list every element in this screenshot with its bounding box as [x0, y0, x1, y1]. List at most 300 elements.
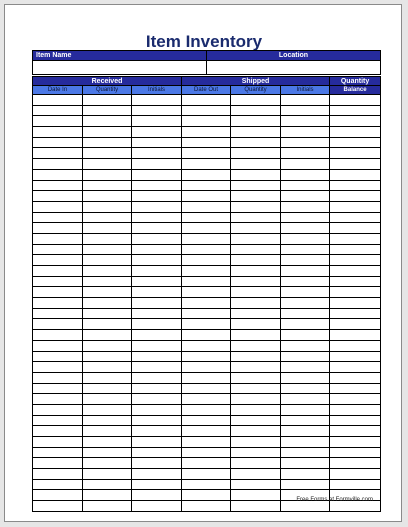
table-cell[interactable]: [330, 437, 381, 448]
table-cell[interactable]: [132, 191, 182, 202]
table-cell[interactable]: [330, 116, 381, 127]
page-title: Item Inventory: [145, 32, 263, 51]
table-cell[interactable]: [33, 372, 83, 383]
table-cell[interactable]: [83, 469, 132, 480]
table-cell[interactable]: [33, 287, 83, 298]
table-cell[interactable]: [330, 372, 381, 383]
table-cell[interactable]: [132, 233, 182, 244]
table-row: [33, 351, 381, 362]
location-field[interactable]: [207, 61, 381, 75]
table-cell[interactable]: [33, 191, 83, 202]
table-cell[interactable]: [33, 116, 83, 127]
table-cell[interactable]: [330, 415, 381, 426]
table-cell[interactable]: [132, 127, 182, 138]
table-cell[interactable]: [281, 191, 330, 202]
table-cell[interactable]: [182, 319, 231, 330]
table-cell[interactable]: [281, 244, 330, 255]
table-cell[interactable]: [33, 169, 83, 180]
table-cell[interactable]: [281, 201, 330, 212]
item-name-field[interactable]: [33, 61, 207, 75]
table-cell[interactable]: [231, 340, 281, 351]
table-cell[interactable]: [182, 308, 231, 319]
table-cell[interactable]: [83, 426, 132, 437]
table-cell[interactable]: [83, 447, 132, 458]
table-cell[interactable]: [330, 469, 381, 480]
table-cell[interactable]: [33, 458, 83, 469]
table-cell[interactable]: [83, 501, 132, 512]
table-cell[interactable]: [83, 319, 132, 330]
table-cell[interactable]: [33, 137, 83, 148]
table-cell[interactable]: [330, 159, 381, 170]
table-cell[interactable]: [231, 394, 281, 405]
column-header: Initials: [132, 86, 182, 95]
table-cell[interactable]: [330, 308, 381, 319]
table-cell[interactable]: [281, 340, 330, 351]
table-cell[interactable]: [281, 330, 330, 341]
table-cell[interactable]: [182, 340, 231, 351]
table-cell[interactable]: [231, 298, 281, 309]
table-cell[interactable]: [231, 501, 281, 512]
quantity-balance-header-line2: Balance: [330, 86, 381, 95]
table-cell[interactable]: [132, 372, 182, 383]
table-cell[interactable]: [182, 501, 231, 512]
table-cell[interactable]: [132, 201, 182, 212]
table-cell[interactable]: [281, 298, 330, 309]
table-cell[interactable]: [182, 116, 231, 127]
table-cell[interactable]: [182, 298, 231, 309]
table-cell[interactable]: [231, 212, 281, 223]
table-cell[interactable]: [83, 362, 132, 373]
item-info-table: [32, 50, 381, 75]
table-cell[interactable]: [83, 191, 132, 202]
table-cell[interactable]: [132, 394, 182, 405]
table-row: [33, 191, 381, 202]
table-cell[interactable]: [132, 469, 182, 480]
table-cell[interactable]: [33, 394, 83, 405]
table-cell[interactable]: [231, 330, 281, 341]
table-cell[interactable]: [83, 116, 132, 127]
table-row: [33, 116, 381, 127]
table-cell[interactable]: [33, 212, 83, 223]
table-cell[interactable]: [182, 180, 231, 191]
table-cell[interactable]: [281, 266, 330, 277]
column-header: Quantity: [231, 86, 281, 95]
table-cell[interactable]: [231, 233, 281, 244]
table-cell[interactable]: [132, 330, 182, 341]
table-cell[interactable]: [83, 404, 132, 415]
item-name-label: Item Name: [33, 51, 207, 61]
table-cell[interactable]: [83, 212, 132, 223]
table-cell[interactable]: [330, 180, 381, 191]
table-cell[interactable]: [330, 458, 381, 469]
table-cell[interactable]: [281, 372, 330, 383]
table-cell[interactable]: [182, 223, 231, 234]
table-cell[interactable]: [330, 362, 381, 373]
table-cell[interactable]: [281, 148, 330, 159]
table-cell[interactable]: [83, 351, 132, 362]
table-cell[interactable]: [132, 266, 182, 277]
table-cell[interactable]: [182, 276, 231, 287]
table-cell[interactable]: [281, 105, 330, 116]
table-cell[interactable]: [231, 437, 281, 448]
table-cell[interactable]: [33, 447, 83, 458]
table-cell[interactable]: [33, 479, 83, 490]
table-row: [33, 148, 381, 159]
table-cell[interactable]: [83, 340, 132, 351]
table-cell[interactable]: [83, 308, 132, 319]
table-cell[interactable]: [281, 233, 330, 244]
table-cell[interactable]: [281, 180, 330, 191]
table-cell[interactable]: [330, 244, 381, 255]
table-cell[interactable]: [281, 437, 330, 448]
table-cell[interactable]: [182, 426, 231, 437]
table-cell[interactable]: [182, 383, 231, 394]
column-header: Date Out: [182, 86, 231, 95]
table-cell[interactable]: [231, 287, 281, 298]
table-cell[interactable]: [281, 351, 330, 362]
table-cell[interactable]: [330, 148, 381, 159]
table-cell[interactable]: [33, 298, 83, 309]
table-cell[interactable]: [33, 351, 83, 362]
table-cell[interactable]: [33, 223, 83, 234]
table-cell[interactable]: [33, 276, 83, 287]
table-cell[interactable]: [330, 298, 381, 309]
table-cell[interactable]: [231, 362, 281, 373]
table-cell[interactable]: [231, 415, 281, 426]
table-cell[interactable]: [132, 340, 182, 351]
table-cell[interactable]: [182, 191, 231, 202]
table-cell[interactable]: [281, 159, 330, 170]
table-cell[interactable]: [83, 169, 132, 180]
table-cell[interactable]: [231, 469, 281, 480]
table-cell[interactable]: [231, 479, 281, 490]
table-cell[interactable]: [281, 415, 330, 426]
table-cell[interactable]: [132, 276, 182, 287]
table-cell[interactable]: [281, 362, 330, 373]
table-cell[interactable]: [281, 469, 330, 480]
table-cell[interactable]: [231, 372, 281, 383]
table-row: [33, 308, 381, 319]
table-cell[interactable]: [33, 308, 83, 319]
table-cell[interactable]: [231, 490, 281, 501]
table-cell[interactable]: [231, 191, 281, 202]
table-cell[interactable]: [182, 447, 231, 458]
table-cell[interactable]: [330, 330, 381, 341]
table-cell[interactable]: [83, 255, 132, 266]
table-cell[interactable]: [132, 351, 182, 362]
table-cell[interactable]: [132, 169, 182, 180]
table-cell[interactable]: [83, 233, 132, 244]
table-cell[interactable]: [281, 383, 330, 394]
table-cell[interactable]: [231, 137, 281, 148]
table-cell[interactable]: [330, 404, 381, 415]
table-cell[interactable]: [83, 95, 132, 106]
table-cell[interactable]: [33, 330, 83, 341]
table-cell[interactable]: [182, 490, 231, 501]
table-cell[interactable]: [231, 404, 281, 415]
table-cell[interactable]: [182, 201, 231, 212]
table-cell[interactable]: [132, 415, 182, 426]
table-cell[interactable]: [281, 287, 330, 298]
column-header: Quantity: [83, 86, 132, 95]
table-cell[interactable]: [330, 266, 381, 277]
table-cell[interactable]: [83, 201, 132, 212]
table-cell[interactable]: [182, 95, 231, 106]
table-row: [33, 223, 381, 234]
table-cell[interactable]: [132, 501, 182, 512]
table-row: [33, 159, 381, 170]
table-cell[interactable]: [231, 266, 281, 277]
table-cell[interactable]: [182, 105, 231, 116]
table-cell[interactable]: [83, 266, 132, 277]
table-cell[interactable]: [132, 137, 182, 148]
table-cell[interactable]: [132, 148, 182, 159]
table-cell[interactable]: [182, 255, 231, 266]
table-cell[interactable]: [33, 148, 83, 159]
table-cell[interactable]: [132, 223, 182, 234]
table-cell[interactable]: [33, 404, 83, 415]
table-cell[interactable]: [182, 266, 231, 277]
table-row: [33, 105, 381, 116]
table-cell[interactable]: [132, 319, 182, 330]
table-cell[interactable]: [182, 148, 231, 159]
table-cell[interactable]: [83, 490, 132, 501]
table-cell[interactable]: [231, 319, 281, 330]
table-cell[interactable]: [330, 351, 381, 362]
table-cell[interactable]: [231, 169, 281, 180]
table-cell[interactable]: [182, 137, 231, 148]
table-cell[interactable]: [33, 244, 83, 255]
table-cell[interactable]: [281, 212, 330, 223]
table-row: [33, 298, 381, 309]
table-cell[interactable]: [182, 372, 231, 383]
quantity-balance-header-line1: Quantity: [330, 77, 381, 86]
table-cell[interactable]: [281, 223, 330, 234]
table-cell[interactable]: [330, 169, 381, 180]
table-cell[interactable]: [182, 404, 231, 415]
table-cell[interactable]: [231, 426, 281, 437]
table-cell[interactable]: [182, 233, 231, 244]
table-cell[interactable]: [281, 458, 330, 469]
table-cell[interactable]: [33, 127, 83, 138]
table-cell[interactable]: [83, 223, 132, 234]
table-cell[interactable]: [83, 479, 132, 490]
table-cell[interactable]: [83, 287, 132, 298]
table-cell[interactable]: [33, 383, 83, 394]
table-cell[interactable]: [33, 105, 83, 116]
table-cell[interactable]: [231, 180, 281, 191]
table-row: [33, 180, 381, 191]
table-cell[interactable]: [281, 308, 330, 319]
table-cell[interactable]: [132, 255, 182, 266]
table-cell[interactable]: [182, 415, 231, 426]
table-cell[interactable]: [83, 415, 132, 426]
table-cell[interactable]: [281, 276, 330, 287]
table-cell[interactable]: [231, 276, 281, 287]
table-cell[interactable]: [132, 458, 182, 469]
table-cell[interactable]: [132, 95, 182, 106]
table-cell[interactable]: [231, 458, 281, 469]
table-cell[interactable]: [83, 458, 132, 469]
table-cell[interactable]: [132, 447, 182, 458]
table-cell[interactable]: [33, 415, 83, 426]
table-cell[interactable]: [33, 255, 83, 266]
table-cell[interactable]: [281, 169, 330, 180]
table-cell[interactable]: [231, 201, 281, 212]
table-row: [33, 458, 381, 469]
table-cell[interactable]: [330, 394, 381, 405]
table-cell[interactable]: [182, 469, 231, 480]
table-cell[interactable]: [231, 244, 281, 255]
table-cell[interactable]: [182, 244, 231, 255]
table-cell[interactable]: [281, 95, 330, 106]
table-cell[interactable]: [33, 426, 83, 437]
table-cell[interactable]: [83, 298, 132, 309]
table-row: [33, 244, 381, 255]
table-cell[interactable]: [132, 212, 182, 223]
table-cell[interactable]: [182, 458, 231, 469]
table-cell[interactable]: [132, 404, 182, 415]
table-cell[interactable]: [132, 244, 182, 255]
table-cell[interactable]: [231, 255, 281, 266]
table-cell[interactable]: [182, 212, 231, 223]
table-row: [33, 276, 381, 287]
table-cell[interactable]: [182, 169, 231, 180]
table-cell[interactable]: [182, 394, 231, 405]
table-cell[interactable]: [83, 244, 132, 255]
table-cell[interactable]: [83, 159, 132, 170]
table-cell[interactable]: [281, 394, 330, 405]
footer-credit: Free Forms at Formville.com: [296, 497, 373, 503]
table-cell[interactable]: [33, 95, 83, 106]
table-cell[interactable]: [33, 437, 83, 448]
table-cell[interactable]: [281, 447, 330, 458]
table-cell[interactable]: [231, 351, 281, 362]
table-row: [33, 266, 381, 277]
table-cell[interactable]: [330, 340, 381, 351]
table-cell[interactable]: [182, 479, 231, 490]
table-cell[interactable]: [330, 479, 381, 490]
table-cell[interactable]: [33, 159, 83, 170]
table-cell[interactable]: [83, 276, 132, 287]
table-cell[interactable]: [330, 223, 381, 234]
shipped-group-header: Shipped: [182, 77, 330, 86]
table-cell[interactable]: [330, 191, 381, 202]
table-cell[interactable]: [182, 351, 231, 362]
table-cell[interactable]: [33, 201, 83, 212]
table-cell[interactable]: [132, 105, 182, 116]
table-cell[interactable]: [330, 276, 381, 287]
table-cell[interactable]: [33, 469, 83, 480]
table-cell[interactable]: [330, 447, 381, 458]
table-cell[interactable]: [83, 437, 132, 448]
table-cell[interactable]: [33, 319, 83, 330]
table-cell[interactable]: [330, 201, 381, 212]
table-cell[interactable]: [182, 330, 231, 341]
table-cell[interactable]: [231, 383, 281, 394]
table-cell[interactable]: [132, 180, 182, 191]
table-cell[interactable]: [281, 137, 330, 148]
table-cell[interactable]: [83, 180, 132, 191]
table-row: [33, 372, 381, 383]
table-row: [33, 383, 381, 394]
table-cell[interactable]: [132, 116, 182, 127]
table-cell[interactable]: [330, 383, 381, 394]
table-cell[interactable]: [182, 362, 231, 373]
table-cell[interactable]: [281, 479, 330, 490]
table-cell[interactable]: [83, 372, 132, 383]
table-cell[interactable]: [231, 116, 281, 127]
table-cell[interactable]: [83, 330, 132, 341]
table-cell[interactable]: [33, 362, 83, 373]
table-cell[interactable]: [132, 287, 182, 298]
table-cell[interactable]: [83, 105, 132, 116]
table-cell[interactable]: [33, 233, 83, 244]
table-cell[interactable]: [330, 212, 381, 223]
table-cell[interactable]: [330, 137, 381, 148]
table-cell[interactable]: [330, 319, 381, 330]
table-cell[interactable]: [33, 501, 83, 512]
table-cell[interactable]: [330, 233, 381, 244]
table-cell[interactable]: [132, 383, 182, 394]
table-row: [33, 255, 381, 266]
table-cell[interactable]: [83, 127, 132, 138]
table-cell[interactable]: [132, 362, 182, 373]
table-cell[interactable]: [231, 127, 281, 138]
table-cell[interactable]: [132, 490, 182, 501]
table-cell[interactable]: [182, 159, 231, 170]
table-cell[interactable]: [231, 308, 281, 319]
table-cell[interactable]: [281, 426, 330, 437]
table-cell[interactable]: [33, 490, 83, 501]
table-cell[interactable]: [330, 127, 381, 138]
table-cell[interactable]: [132, 426, 182, 437]
table-cell[interactable]: [182, 287, 231, 298]
table-cell[interactable]: [83, 137, 132, 148]
table-cell[interactable]: [132, 298, 182, 309]
table-cell[interactable]: [330, 287, 381, 298]
table-cell[interactable]: [132, 479, 182, 490]
table-cell[interactable]: [281, 255, 330, 266]
table-cell[interactable]: [330, 426, 381, 437]
table-cell[interactable]: [182, 437, 231, 448]
table-cell[interactable]: [231, 105, 281, 116]
table-cell[interactable]: [330, 105, 381, 116]
table-cell[interactable]: [330, 95, 381, 106]
table-cell[interactable]: [231, 95, 281, 106]
table-cell[interactable]: [33, 340, 83, 351]
table-cell[interactable]: [231, 159, 281, 170]
table-cell[interactable]: [83, 383, 132, 394]
table-cell[interactable]: [83, 148, 132, 159]
table-cell[interactable]: [132, 437, 182, 448]
table-cell[interactable]: [231, 447, 281, 458]
table-cell[interactable]: [132, 159, 182, 170]
table-cell[interactable]: [281, 116, 330, 127]
table-cell[interactable]: [281, 319, 330, 330]
table-cell[interactable]: [33, 180, 83, 191]
table-row: [33, 469, 381, 480]
table-cell[interactable]: [231, 148, 281, 159]
table-cell[interactable]: [281, 404, 330, 415]
table-cell[interactable]: [33, 266, 83, 277]
table-cell[interactable]: [281, 127, 330, 138]
table-cell[interactable]: [231, 223, 281, 234]
table-cell[interactable]: [132, 308, 182, 319]
table-cell[interactable]: [182, 127, 231, 138]
table-cell[interactable]: [83, 394, 132, 405]
table-cell[interactable]: [330, 255, 381, 266]
